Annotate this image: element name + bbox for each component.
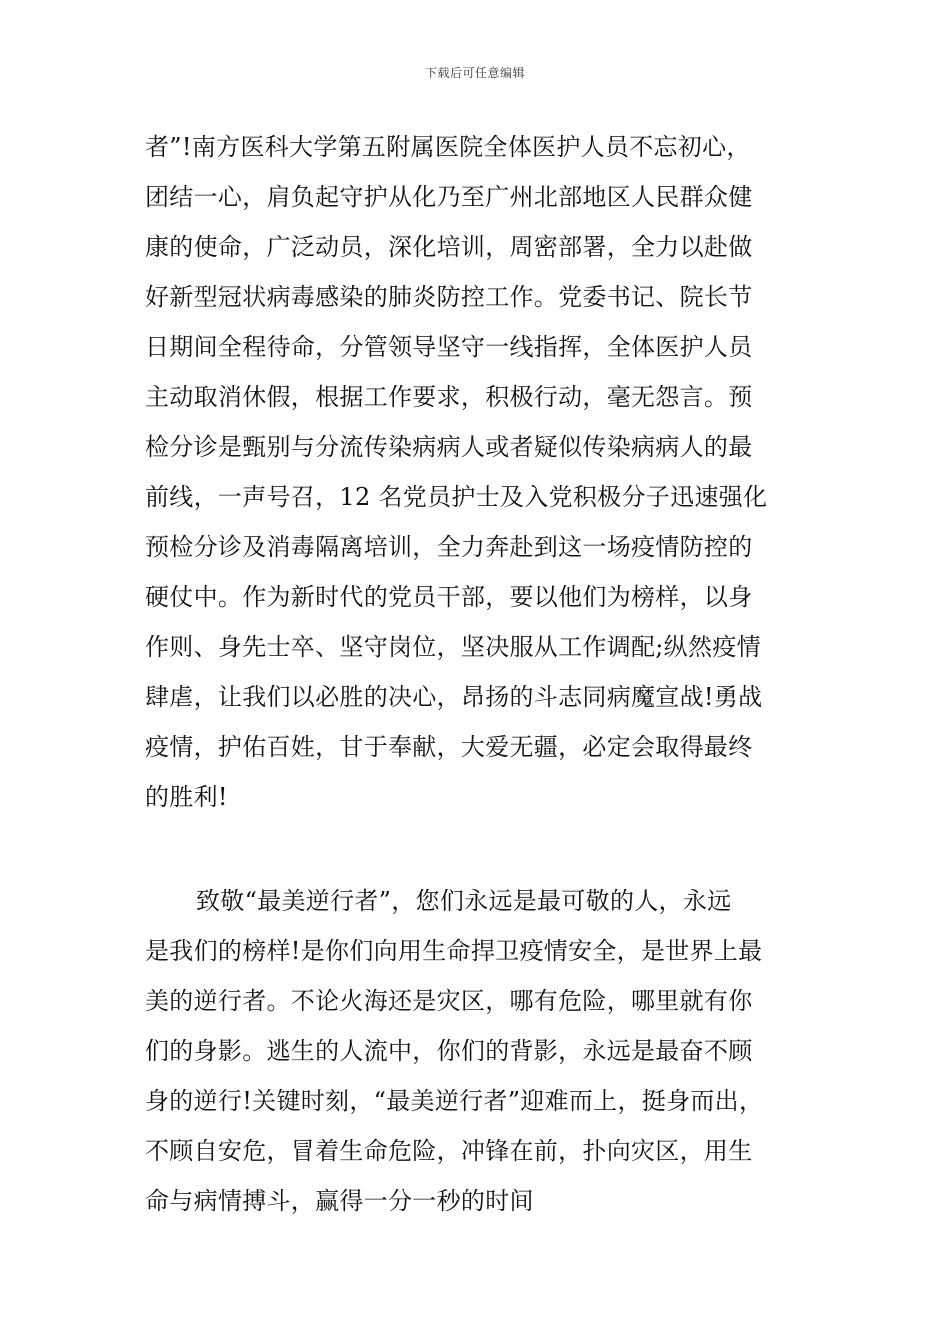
- text-line: 检分诊是甄别与分流传染病病人或者疑似传染病病人的最: [145, 433, 753, 461]
- text-line: 硬仗中。作为新时代的党员干部，要以他们为榜样，以身: [145, 583, 753, 611]
- text-line: 们的身影。逃生的人流中，你们的背影，永远是最奋不顾: [145, 1037, 753, 1065]
- paragraph-2: [145, 876, 835, 1226]
- page-header: 下载后可任意编辑: [424, 66, 525, 80]
- paragraph-1: [145, 122, 835, 822]
- text-line: 不顾自安危，冒着生命危险，冲锋在前，扑向灾区，用生: [145, 1137, 753, 1165]
- text-line: 作则、身先士卒、坚守岗位，坚决服从工作调配;纵然疫情: [145, 633, 761, 661]
- text-line: 身的逆行!关键时刻，“最美逆行者”迎难而上，挺身而出，: [145, 1087, 764, 1115]
- text-line: 是我们的榜样!是你们向用生命捍卫疫情安全，是世界上最: [145, 937, 763, 965]
- text-line: 主动取消休假，根据工作要求，积极行动，毫无怨言。预: [145, 383, 753, 411]
- text-line: 的胜利!: [145, 783, 228, 811]
- text-line: 美的逆行者。不论火海还是灾区，哪有危险，哪里就有你: [145, 987, 753, 1015]
- text-line: 肆虐，让我们以必胜的决心，昂扬的斗志同病魔宣战!勇战: [145, 683, 763, 711]
- text-line: 团结一心，肩负起守护从化乃至广州北部地区人民群众健: [145, 183, 753, 211]
- text-line: 预检分诊及消毒隔离培训，全力奔赴到这一场疫情防控的: [145, 533, 753, 561]
- text-line: 日期间全程待命，分管领导坚守一线指挥，全体医护人员: [145, 333, 753, 361]
- text-line: 致敬“最美逆行者”，您们永远是最可敬的人，永远: [196, 887, 732, 915]
- text-line: 疫情，护佑百姓，甘于奉献，大爱无疆，必定会取得最终: [145, 733, 753, 761]
- text-line: 好新型冠状病毒感染的肺炎防控工作。党委书记、院长节: [145, 283, 753, 311]
- text-line: 康的使命，广泛动员，深化培训，周密部署，全力以赴做: [145, 233, 753, 261]
- text-line: 者”!南方医科大学第五附属医院全体医护人员不忘初心，: [145, 133, 751, 161]
- paragraph-spacer: [145, 822, 835, 876]
- text-line: 命与病情搏斗，赢得一分一秒的时间: [145, 1187, 534, 1215]
- document-body: [145, 122, 835, 1226]
- text-line: 前线，一声号召，12 名党员护士及入党积极分子迅速强化: [145, 483, 768, 511]
